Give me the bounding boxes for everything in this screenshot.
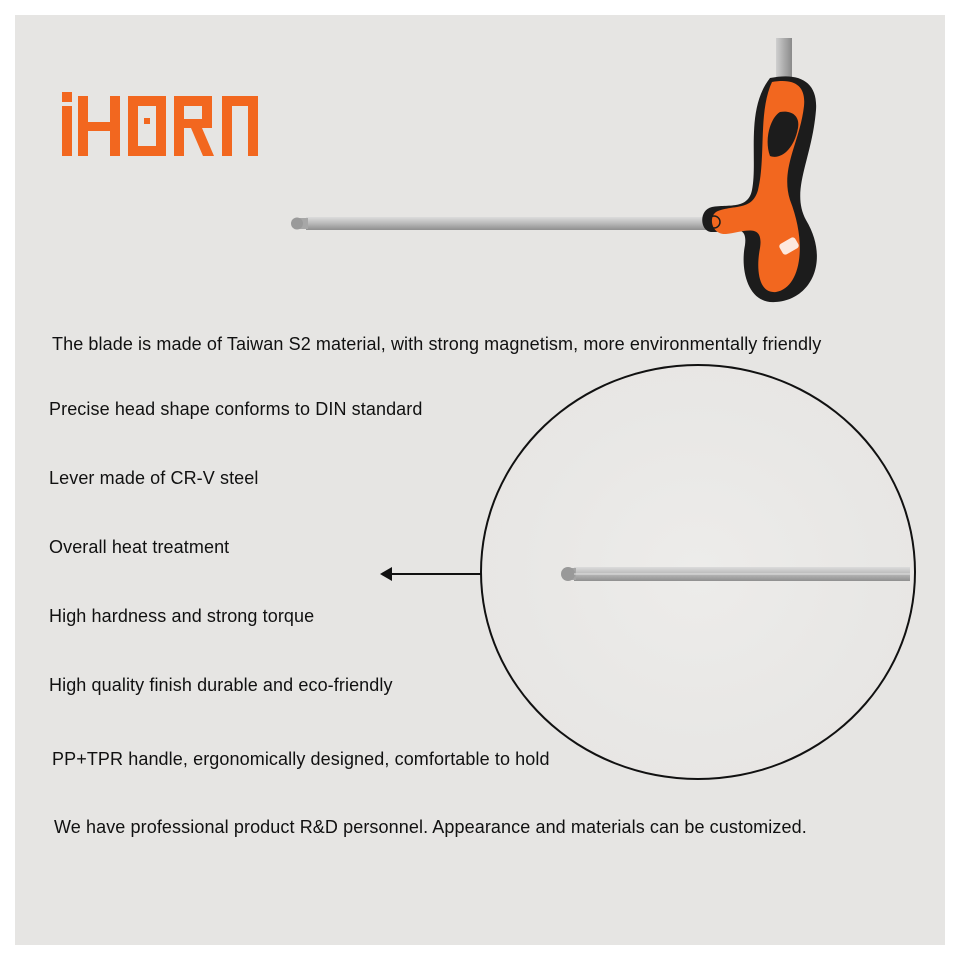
horn-logo-icon [62,92,278,158]
feature-finish: High quality finish durable and eco-friendly [49,675,393,695]
feature-customization: We have professional product R&D personnel. Appearance and materials can be customized. [54,817,807,837]
feature-hardness-torque: High hardness and strong torque [49,606,315,626]
feature-handle: PP+TPR handle, ergonomically designed, comfortable to hold [52,749,550,769]
magnified-tip-icon [480,364,916,780]
feature-heat-treatment: Overall heat treatment [49,537,230,557]
feature-din-standard: Precise head shape conforms to DIN standard [49,399,423,419]
zoom-circle [480,364,916,780]
arrow-left-icon [380,564,482,584]
feature-blade-material: The blade is made of Taiwan S2 material, with strong magnetism, more environmentally friendly [52,334,822,354]
feature-crv-steel: Lever made of CR-V steel [49,468,259,488]
brand-logo [62,92,278,158]
